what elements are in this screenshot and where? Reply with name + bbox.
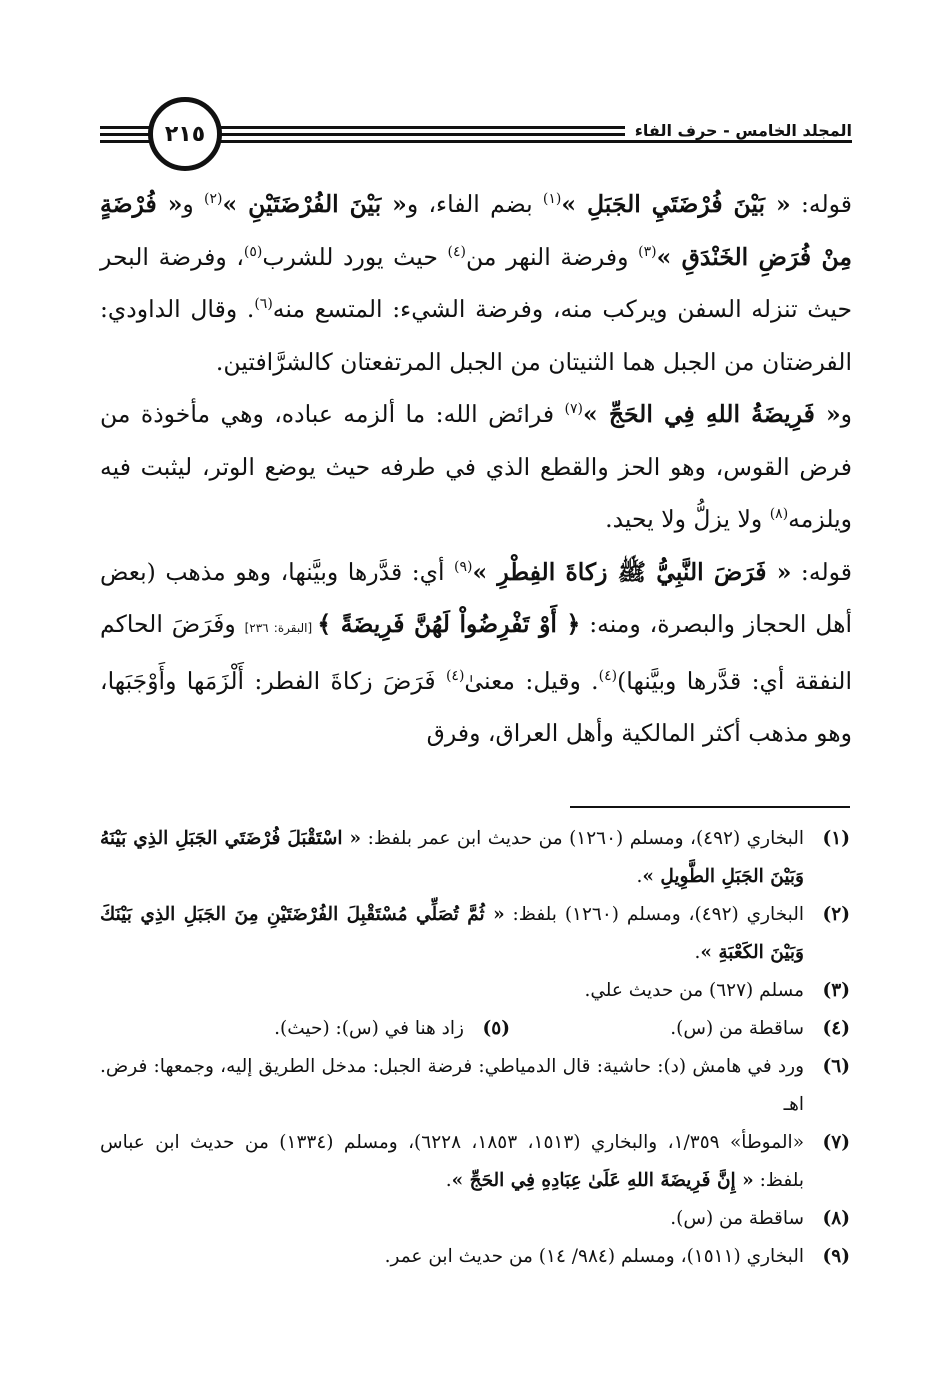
footnote-text bbox=[100, 1124, 804, 1200]
footnote-number: (٦) bbox=[822, 1056, 850, 1077]
footnote-ref: (٥) bbox=[243, 243, 263, 260]
text: وفَرَضَ الحاكم النفقة أي: قدَّرها وبيَّنها) bbox=[100, 610, 852, 695]
text: و bbox=[840, 400, 852, 428]
paragraph-1 bbox=[100, 178, 852, 388]
footnote-ref: (٤) bbox=[445, 667, 465, 684]
page-number: ٢١٥ bbox=[148, 97, 222, 171]
footnote-number: (٥) bbox=[482, 1018, 510, 1039]
footnote-ref: (٣) bbox=[638, 243, 657, 260]
text: . وقال الداودي: الفرضتان من الجبل هما الثنيتان من الجبل المرتفعتان كالشرَّافتين. bbox=[100, 295, 852, 376]
hadith-quote: « بَيْنَ فُرْضَتَيِ الجَبَلِ » bbox=[561, 190, 791, 218]
text: قوله: bbox=[790, 190, 852, 218]
footnote-text bbox=[100, 896, 804, 972]
text: . وقيل: معنىٰ bbox=[464, 666, 599, 695]
footnote bbox=[100, 820, 850, 896]
footnote-text: ورد في هامش (د): حاشية: قال الدمياطي: فرضة الجبل: مدخل الطريق إليه، وجمعها: فرض. اهـ bbox=[100, 1056, 804, 1115]
footnote-ref: (٧) bbox=[564, 401, 584, 418]
hadith-quote: « بَيْنَ الفُرْضَتَيْنِ » bbox=[222, 190, 407, 218]
text: بضم الفاء، و bbox=[406, 190, 543, 218]
text: ولا يزلُّ ولا يحيد. bbox=[605, 505, 770, 533]
text: و bbox=[182, 190, 205, 218]
footnote-ref: (٤) bbox=[598, 667, 618, 684]
footnote-number: (٨) bbox=[822, 1208, 850, 1229]
header-rule bbox=[217, 140, 852, 143]
footnote bbox=[510, 1010, 850, 1048]
footnote-ref: (٩) bbox=[454, 558, 473, 575]
footnote-ref: (٨) bbox=[769, 506, 789, 523]
footnote-separator bbox=[570, 806, 850, 808]
verse-reference: [البقرة: ٢٣٦] bbox=[244, 621, 318, 635]
page-header bbox=[100, 95, 852, 175]
text: . bbox=[694, 942, 701, 963]
text: ، وفرضة البحر حيث تنزله السفن ويركب منه، وفرضة الشيء: المتسع منه bbox=[100, 242, 853, 323]
text: وفرضة النهر من bbox=[466, 242, 639, 271]
text: البخاري (٤٩٢)، ومسلم (١٢٦٠) من حديث ابن عمر بلفظ: bbox=[361, 828, 805, 849]
paragraph-3 bbox=[100, 546, 852, 760]
main-text bbox=[100, 178, 852, 760]
footnote-text bbox=[100, 820, 804, 896]
footnote-number: (٩) bbox=[822, 1246, 850, 1267]
footnote-ref: (٢) bbox=[204, 191, 223, 208]
footnote-number: (٧) bbox=[822, 1132, 850, 1153]
running-title: المجلد الخامس - حرف الفاء bbox=[625, 121, 852, 140]
paragraph-2 bbox=[100, 388, 852, 546]
footnote-ref: (٦) bbox=[254, 296, 273, 313]
footnote bbox=[100, 1238, 850, 1276]
hadith-quote: « اسْتَقْبَلَ فُرْضَتَي الجَبَلِ الذِي بَيْنَهُ وَبَيْنَ الجَبَلِ الطَّوِيلِ » bbox=[100, 828, 804, 887]
quran-verse: ﴿ أَوْ تَفْرِضُواْ لَهُنَّ فَرِيضَةً ﴾ bbox=[317, 610, 581, 638]
text: . bbox=[636, 866, 643, 887]
hadith-quote: « إِنَّ فَرِيضَةَ اللهِ عَلَىٰ عِبَادِهِ فِي الحَجِّ » bbox=[451, 1170, 754, 1191]
footnote bbox=[100, 896, 850, 972]
footnote-number: (١) bbox=[822, 828, 850, 849]
footnote-text: زاد هنا في (س): (حيث). bbox=[274, 1018, 464, 1039]
footnote-number: (٢) bbox=[822, 904, 850, 925]
footnote-ref: (٤) bbox=[447, 243, 467, 260]
hadith-quote: « فَرِيضَةُ اللهِ فِي الحَجِّ » bbox=[583, 400, 841, 428]
text: قوله: bbox=[791, 557, 852, 586]
hadith-quote: « ثُمَّ تُصَلِّي مُسْتَقْبِلَ الفُرْضَتَيْنِ مِنَ الجَبَلِ الذِي بَيْنَكَ وَبَيْنَ الكَعْبَةِ » bbox=[100, 904, 804, 963]
hadith-quote: « فُرْضَةٍ مِنْ فُرَضِ الخَنْدَقِ » bbox=[100, 190, 853, 271]
footnote-ref: (١) bbox=[542, 191, 562, 208]
text: البخاري (٤٩٢)، ومسلم (١٢٦٠) بلفظ: bbox=[504, 904, 804, 925]
hadith-quote: « فَرَضَ النَّبِيُّ ﷺ زكاةَ الفِطْرِ » bbox=[472, 557, 792, 586]
text: حيث يورد للشرب bbox=[262, 242, 448, 271]
footnote-row bbox=[100, 1010, 850, 1048]
text: «الموطأ» ١/٣٥٩، والبخاري (١٥١٣، ١٨٥٣، ٦٢٢٨)، ومسلم (١٣٣٤) من حديث ابن عباس بلفظ: bbox=[100, 1132, 805, 1191]
text: فَرَضَ زكاةَ الفطر: أَلْزَمَها وأَوْجَبَها، وهو مذهب أكثر المالكية وأهل العراق، وفرق bbox=[100, 666, 852, 747]
footnote-number: (٤) bbox=[822, 1018, 850, 1039]
text: فرائض الله: ما ألزمه عباده، وهي مأخوذة من فرض القوس، وهو الحز والقطع الذي في طرفه حيث يوضع الوتر، ليثبت فيه ويلزمه bbox=[100, 400, 852, 533]
footnote bbox=[100, 972, 850, 1010]
footnote-text: مسلم (٦٢٧) من حديث علي. bbox=[584, 980, 804, 1001]
footnotes bbox=[100, 820, 850, 1276]
footnote-text: البخاري (١٥١١)، ومسلم (٩٨٤/ ١٤) من حديث ابن عمر. bbox=[384, 1246, 804, 1267]
footnote bbox=[100, 1048, 850, 1124]
footnote-number: (٣) bbox=[822, 980, 850, 1001]
footnote bbox=[170, 1010, 510, 1048]
text: . bbox=[445, 1170, 452, 1191]
text: أي: قدَّرها وبيَّنها، وهو مذهب (بعض أهل الحجاز والبصرة، ومنه: bbox=[100, 557, 852, 638]
footnote bbox=[100, 1200, 850, 1238]
footnote-text: ساقطة من (س). bbox=[670, 1018, 804, 1039]
footnote-text: ساقطة من (س). bbox=[670, 1208, 804, 1229]
footnote bbox=[100, 1124, 850, 1200]
